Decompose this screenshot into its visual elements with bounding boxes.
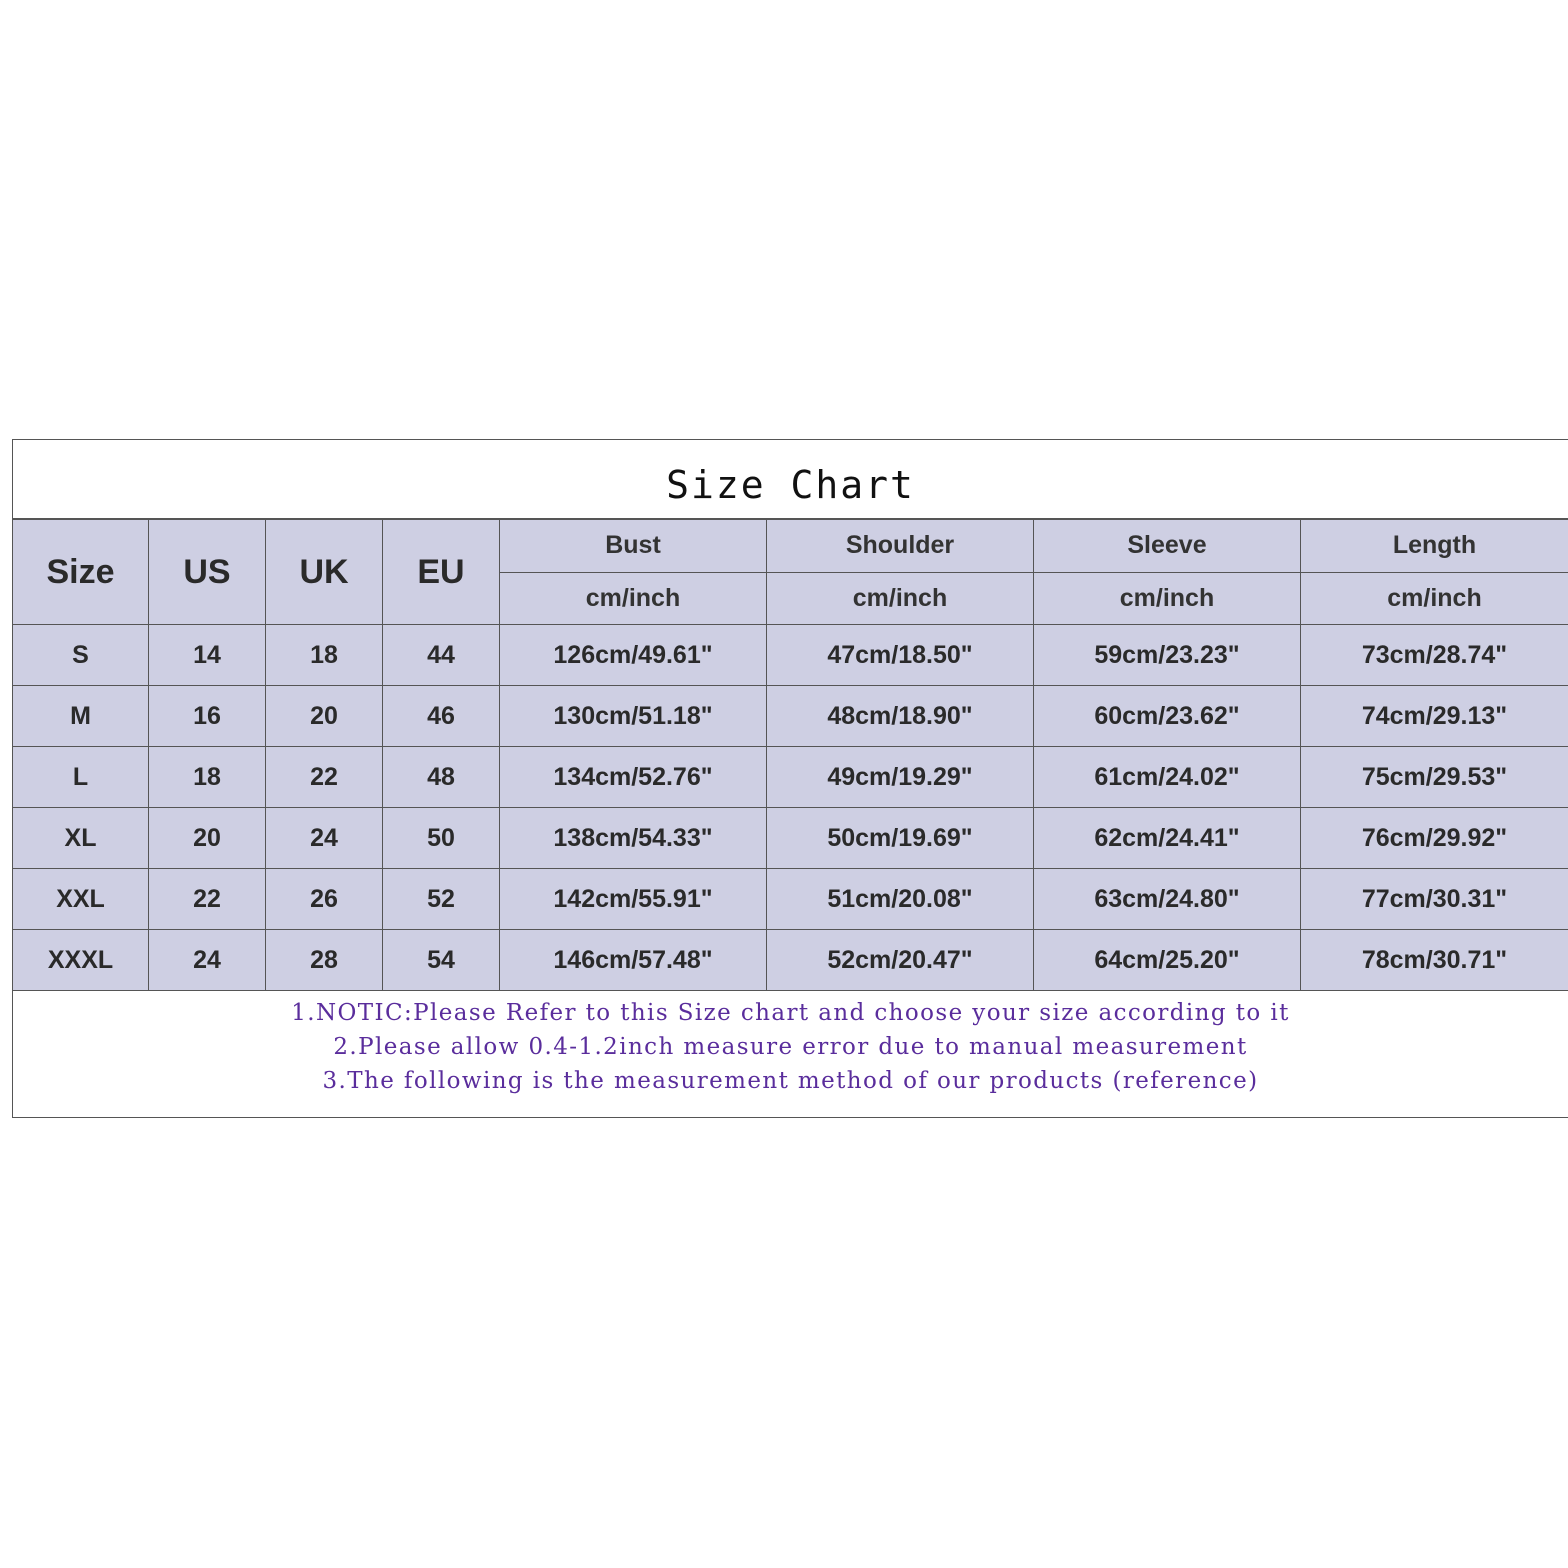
table-row xyxy=(13,808,1568,869)
sleeve-unit: cm/inch xyxy=(1034,572,1301,625)
note-line-1: 1.NOTIC:Please Refer to this Size chart and choose your size according to it xyxy=(291,1000,1290,1026)
sleeve-cell: 59cm/23.23" xyxy=(1034,625,1301,686)
us-cell: 14 xyxy=(149,625,266,686)
size-cell: XXXL xyxy=(13,930,149,991)
notes-section xyxy=(13,991,1568,1098)
uk-cell: 22 xyxy=(266,747,383,808)
sleeve-cell: 60cm/23.62" xyxy=(1034,686,1301,747)
uk-cell: 18 xyxy=(266,625,383,686)
shoulder-cell: 51cm/20.08" xyxy=(767,869,1034,930)
header-eu: EU xyxy=(383,520,500,625)
bust-cell: 126cm/49.61" xyxy=(500,625,767,686)
table-row xyxy=(13,747,1568,808)
size-cell: XL xyxy=(13,808,149,869)
table-row xyxy=(13,686,1568,747)
bust-cell: 142cm/55.91" xyxy=(500,869,767,930)
size-cell: XXL xyxy=(13,869,149,930)
length-cell: 76cm/29.92" xyxy=(1301,808,1568,869)
sleeve-cell: 64cm/25.20" xyxy=(1034,930,1301,991)
header-length: Length xyxy=(1301,520,1568,573)
length-cell: 73cm/28.74" xyxy=(1301,625,1568,686)
sleeve-cell: 62cm/24.41" xyxy=(1034,808,1301,869)
size-table xyxy=(12,519,1568,991)
uk-cell: 26 xyxy=(266,869,383,930)
size-cell: M xyxy=(13,686,149,747)
shoulder-unit: cm/inch xyxy=(767,572,1034,625)
eu-cell: 54 xyxy=(383,930,500,991)
header-row xyxy=(13,520,1568,573)
length-unit: cm/inch xyxy=(1301,572,1568,625)
us-cell: 24 xyxy=(149,930,266,991)
header-us: US xyxy=(149,520,266,625)
shoulder-cell: 47cm/18.50" xyxy=(767,625,1034,686)
note-line-3: 3.The following is the measurement method of our products (reference) xyxy=(322,1068,1259,1094)
shoulder-cell: 50cm/19.69" xyxy=(767,808,1034,869)
us-cell: 20 xyxy=(149,808,266,869)
bust-cell: 134cm/52.76" xyxy=(500,747,767,808)
shoulder-cell: 49cm/19.29" xyxy=(767,747,1034,808)
shoulder-cell: 52cm/20.47" xyxy=(767,930,1034,991)
chart-title: Size Chart xyxy=(13,440,1568,519)
uk-cell: 28 xyxy=(266,930,383,991)
size-cell: L xyxy=(13,747,149,808)
sleeve-cell: 61cm/24.02" xyxy=(1034,747,1301,808)
bust-cell: 146cm/57.48" xyxy=(500,930,767,991)
bust-cell: 138cm/54.33" xyxy=(500,808,767,869)
bust-unit: cm/inch xyxy=(500,572,767,625)
length-cell: 74cm/29.13" xyxy=(1301,686,1568,747)
shoulder-cell: 48cm/18.90" xyxy=(767,686,1034,747)
length-cell: 77cm/30.31" xyxy=(1301,869,1568,930)
note-line-2: 2.Please allow 0.4-1.2inch measure error due to manual measurement xyxy=(333,1034,1248,1060)
eu-cell: 44 xyxy=(383,625,500,686)
table-row xyxy=(13,869,1568,930)
header-shoulder: Shoulder xyxy=(767,520,1034,573)
sleeve-cell: 63cm/24.80" xyxy=(1034,869,1301,930)
bust-cell: 130cm/51.18" xyxy=(500,686,767,747)
eu-cell: 48 xyxy=(383,747,500,808)
eu-cell: 46 xyxy=(383,686,500,747)
length-cell: 78cm/30.71" xyxy=(1301,930,1568,991)
header-uk: UK xyxy=(266,520,383,625)
length-cell: 75cm/29.53" xyxy=(1301,747,1568,808)
uk-cell: 20 xyxy=(266,686,383,747)
table-row xyxy=(13,625,1568,686)
header-bust: Bust xyxy=(500,520,767,573)
eu-cell: 50 xyxy=(383,808,500,869)
size-chart xyxy=(12,439,1568,1118)
header-size: Size xyxy=(13,520,149,625)
size-cell: S xyxy=(13,625,149,686)
table-row xyxy=(13,930,1568,991)
us-cell: 18 xyxy=(149,747,266,808)
eu-cell: 52 xyxy=(383,869,500,930)
us-cell: 16 xyxy=(149,686,266,747)
header-sleeve: Sleeve xyxy=(1034,520,1301,573)
uk-cell: 24 xyxy=(266,808,383,869)
us-cell: 22 xyxy=(149,869,266,930)
